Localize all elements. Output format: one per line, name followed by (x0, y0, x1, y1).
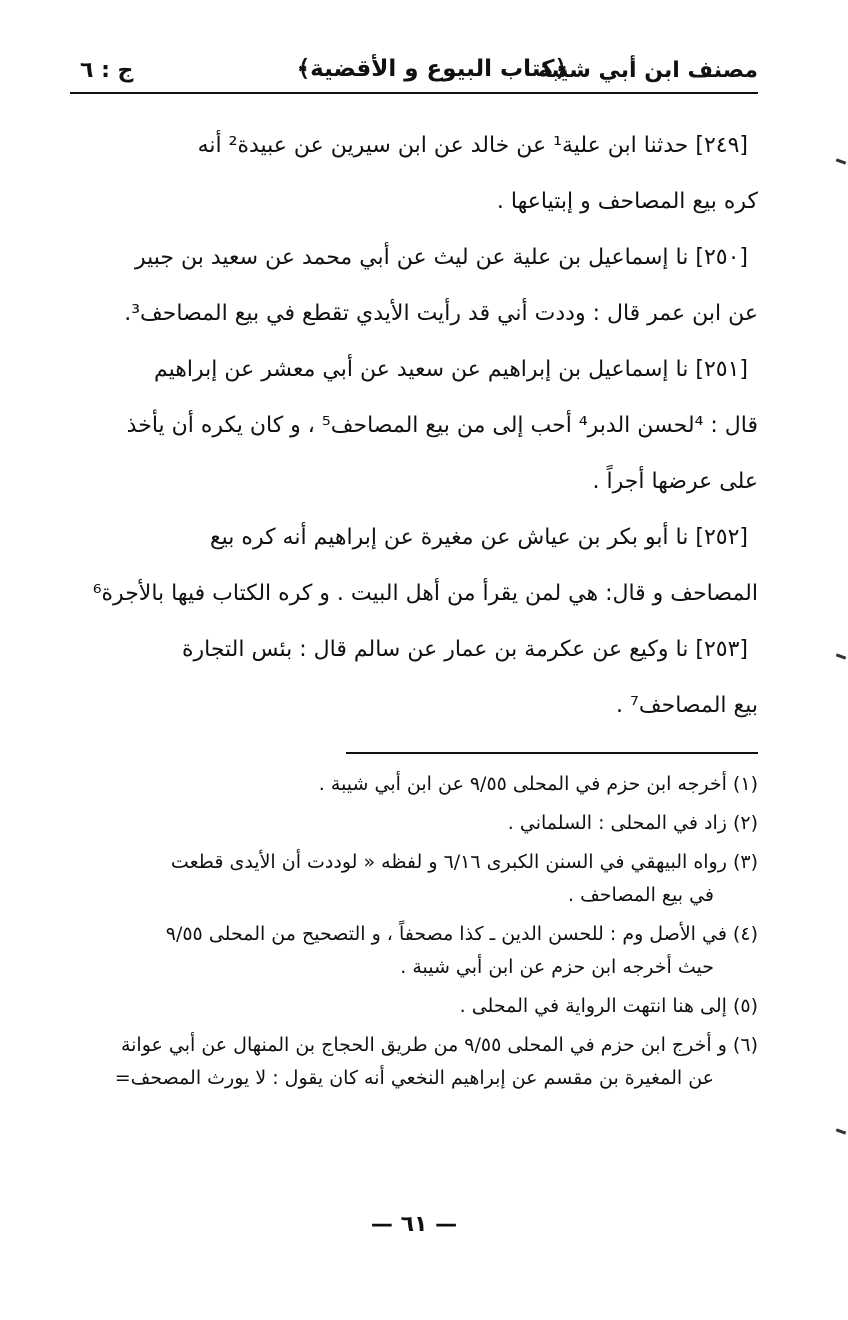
text-line: [٢٤٩] حدثنا ابن علية¹ عن خالد عن ابن سيرين عن عبيدة² أنه (197, 133, 748, 158)
footnote-line: (٤) في الأصل وم : للحسن الدين ـ كذا مصحفاً ، و التصحيح من المحلى ٩/٥٥ (165, 923, 758, 945)
text-line: على عرضها أجراً . (592, 469, 758, 494)
header-rule (70, 92, 758, 94)
footnote-line: (٥) إلى هنا انتهت الرواية في المحلى . (459, 995, 758, 1017)
book-page (70, 40, 758, 1290)
running-header (70, 50, 758, 98)
footnote-line: (٦) و أخرج ابن حزم في المحلى ٩/٥٥ من طريق الحجاج بن المنهال عن أبي عوانة (120, 1034, 758, 1056)
footnote-line: عن المغيرة بن مقسم عن إبراهيم النخعي أنه كان يقول : لا يورث المصحف= (114, 1067, 714, 1089)
text-line: [٢٥٣] نا وكيع عن عكرمة بن عمار عن سالم قال : بئس التجارة (181, 637, 748, 662)
margin-mark (836, 1128, 846, 1134)
margin-mark (836, 158, 846, 164)
footnote-line: (٣) رواه البيهقي في السنن الكبرى ٦/١٦ و لفظه « لوددت أن الأيدى قطعت (170, 851, 758, 873)
text-line: المصاحف و قال: هي لمن يقرأ من أهل البيت . و كره الكتاب فيها بالأجرة⁶ (92, 581, 758, 606)
page-number: — ٦١ — (370, 1212, 458, 1237)
text-line: بيع المصاحف⁷ . (616, 693, 758, 718)
footnotes (80, 768, 758, 1095)
margin-mark (836, 653, 846, 659)
footnote-divider (346, 752, 758, 754)
text-line: [٢٥٢] نا أبو بكر بن عياش عن مغيرة عن إبراهيم أنه كره بيع (209, 525, 748, 550)
footnote-line: (٢) زاد في المحلى : السلماني . (507, 812, 758, 834)
footnote-line: حيث أخرجه ابن حزم عن ابن أبي شيبة . (400, 956, 714, 978)
section-title: ﴿كتاب البيوع و الأقضية﴾ (296, 56, 568, 82)
text-line: قال : ⁴لحسن الدبر⁴ أحب إلى من بيع المصاحف⁵ ، و كان يكره أن يأخذ (126, 413, 758, 438)
text-line: عن ابن عمر قال : وددت أني قد رأيت الأيدي تقطع في بيع المصاحف³. (124, 301, 758, 326)
text-line: كره بيع المصاحف و إبتياعها . (496, 189, 758, 214)
text-line: [٢٥٠] نا إسماعيل بن علية عن ليث عن أبي محمد عن سعيد بن جبير (135, 245, 748, 270)
text-line: [٢٥١] نا إسماعيل بن إبراهيم عن سعيد عن أبي معشر عن إبراهيم (154, 357, 748, 382)
book-title: مصنف ابن أبي شيبة (537, 58, 758, 83)
footnote-line: في بيع المصاحف . (568, 884, 714, 906)
main-text (80, 118, 758, 734)
volume-number: ج : ٦ (80, 58, 134, 83)
footnote-line: (١) أخرجه ابن حزم في المحلى ٩/٥٥ عن ابن أبي شيبة . (318, 773, 758, 795)
